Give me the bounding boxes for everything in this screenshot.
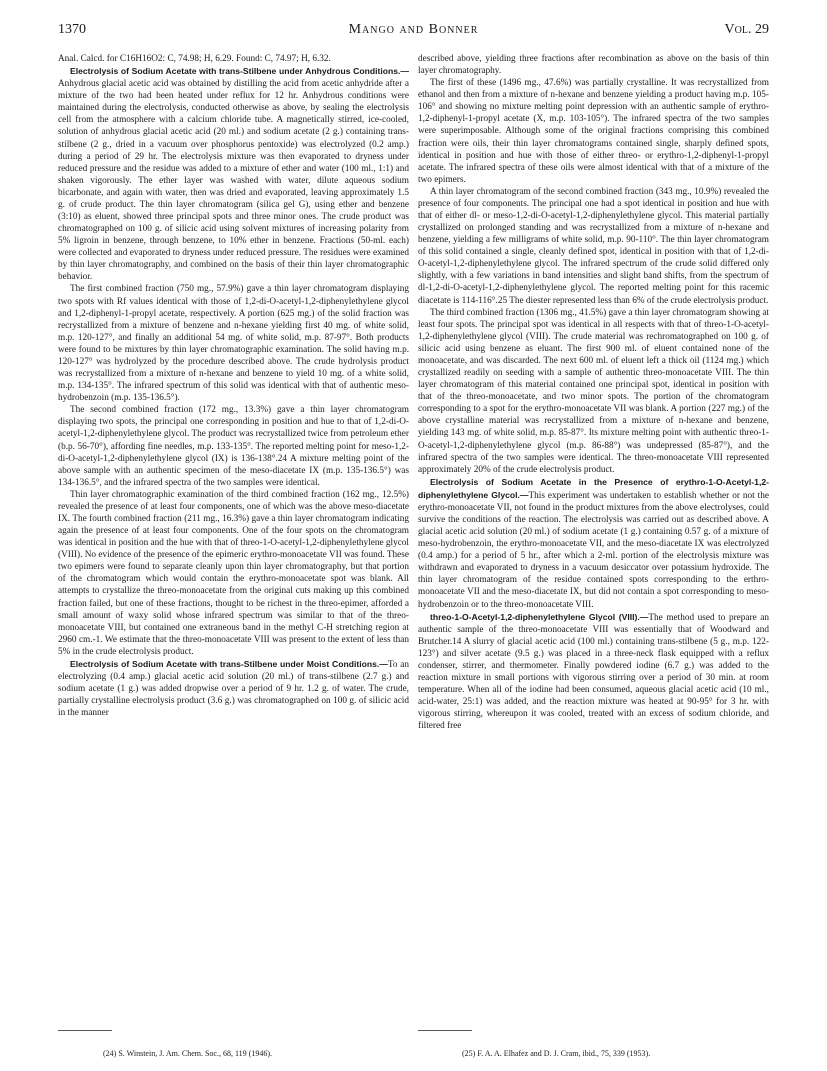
section-heading: Electrolysis of Sodium Acetate in the Presence of erythro-1-O-Acetyl-1,2-diphenylethylene Glycol.— [418, 476, 769, 500]
paragraph [418, 77, 769, 186]
paragraph [418, 186, 769, 307]
paragraph [418, 53, 769, 77]
section-heading: Electrolysis of Sodium Acetate with trans-Stilbene under Moist Conditions.— [70, 658, 388, 669]
paragraph [418, 611, 769, 733]
paragraph-text: This experiment was undertaken to establish whether or not the erythro-monoacetate VII, not found in the product mixtures from the above electrolyses, could survive the conditions of the reaction. The electrolysis was carried out as described above. A glacial acetic acid solution (20 ml.) of sodium acetate (1 g.) containing 0.57 g. of a mixture of meso-hydrobenzoin, the erythro-monoacetate VII, and the meso-diacetate IX was electrolyzed (0.4 amp.) for a period of 5 hr., after which a 2-ml. portion of the electrolysis mixture was withdrawn and evaporated to dryness in a vacuum desiccator over potassium hydroxide. The thin layer chromatogram of the residue contained spots corresponding to the erthro-monoacetate VII and the meso-diacetate IX, but did not contain a spot corresponding to meso-hydrobenzoin or to the threo-monoacetate VIII. [418, 490, 769, 610]
paragraph-text: Thin layer chromatographic examination of the third combined fraction (162 mg., 12.5%) revealed the presence of at least four components, one of which was the above meso-diacetate IX. The fourth combined fraction (211 mg., 16.3%) gave a thin layer chromatogram indicating again the presence of at least four components. One of the four spots on the chromatogram was identical in position and the hue with that of threo-1-O-acetyl-1,2-diphenylethylene glycol (VIII). No evidence of the presence of the epimeric erythro-monoacetate VII was found. These two epimers were found to separate cleanly upon thin layer chromatography, but that portion of the chromatogram which would contain the erythro-monoacetate spot was blank. All attempts to crystallize the threo-monoacetate from the original cuts making up this combined fraction failed, but one of these fractions, thought to be richest in the threo-epimer, afforded a small amount of waxy solid whose infrared spectrum was similar to that of the threo-monoacetate VIII, but contained one extraneous band in the methyl C-H stretching region at 2960 cm.-1. We estimate that the threo-monoacetate VIII was present to the extent of less than 5% in the crude electrolysis product. [58, 489, 409, 657]
footnote-rule [418, 1030, 472, 1031]
paragraph [58, 658, 409, 719]
right-column [418, 53, 769, 1021]
footnote-24: (24) S. Winstein, J. Am. Chem. Soc., 68, 119 (1946). [103, 1049, 273, 1058]
left-column [58, 53, 409, 1021]
footnote-25: (25) F. A. A. Elhafez and D. J. Cram, ibid., 75, 339 (1953). [462, 1049, 651, 1058]
paragraph-text: The first combined fraction (750 mg., 57.9%) gave a thin layer chromatogram displaying two spots with Rf values identical with those of 1,2-di-O-acetyl-1,2-diphenylethylene glycol and 1,2-diphenyl-1-propyl acetate, respectively. A portion (625 mg.) of the solid fraction was recrystallized from a mixture of benzene and n-hexane yielding first 40 mg. of white solid, m.p. 120-127°, and finally an additional 54 mg. of white solid, m.p. 87-97°. Both products were found to be mixtures by thin layer chromatographic examination. The solid having m.p. 120-127° was hydrolyzed by the procedure described above. The crude hydrolysis product was recrystallized from a mixture of n-hexane and benzene to yield 10 mg. of a white solid, m.p. 134-135°. The infrared spectrum of this solid was identical with that of authentic meso-hydrobenzoin (m.p. 135-136.5°). [58, 284, 409, 404]
volume-label: Vol. 29 [724, 22, 769, 37]
paragraph-text: Anhydrous glacial acetic acid was obtained by distilling the acid from acetic anhydride after a mixture of the two had been heated under reflux for 12 hr. Anhydrous conditions were maintained during the electrolysis, conducted otherwise as above, by sealing the electrolysis cell from the atmosphere with a calcium chloride tube. A magnetically stirred, ice-cooled, solution of anhydrous glacial acetic acid (20 ml.) and sodium acetate (2 g.) containing trans-stilbene (2 g., dried in a vacuum over phosphorus pentoxide) was electrolyzed (0.2 amp.) during a period of 29 hr. The electrolysis mixture was then evaporated to dryness under reduced pressure and the residue was added to a mixture of ether and water (100 ml., 1:1) and shaken vigorously. The ether layer was washed with water, dilute aqueous sodium bicarbonate, and again with water, then was dried and evaporated, leaving approximately 1.5 g. of crude product. The thin layer chromatogram (silica gel G), using ether and benzene (3:10) as eluent, showed three principal spots and three minor ones. The crude product was chromatographed on 100 g. of silicic acid using solvent mixtures of increasing polarity from 5% ligroin in benzene, through benzene, to 10% ether in benzene. Fractions (50-ml. each) were collected and evaporated to dryness under reduced pressure. The residues were examined by thin layer chromatography, and combined on the basis of their thin layer chromatographic behavior. [58, 79, 409, 283]
paragraph-text: A thin layer chromatogram of the second combined fraction (343 mg., 10.9%) revealed the presence of four components. The principal one had a spot identical in position and hue with that of either dl- or meso-1,2-di-O-acetyl-1,2-diphenylethylene glycol. This material partially crystallized on prolonged standing and was recrystallized from a mixture of n-hexane and benzene, yielding a few milligrams of white solid, m.p. 90-110°. The thin layer chromatogram of this solid contained a single, cleanly defined spot, identical in position with that of 1,2-di-O-acetyl-1,2-diphenylethylene glycol. The infrared spectrum of the crude solid differed only slightly, with a few variations in band intensities and slight band shifts, from the spectrum of dl-1,2-di-O-acetyl-1,2-diphenylethylene glycol. The reported melting point for this racemic diacetate is 114-116°.25 The diester represented less than 6% of the crude electrolysis product. [418, 186, 769, 306]
paragraph-text: Anal. Calcd. for C16H16O2: C, 74.98; H, 6.29. Found: C, 74.97; H, 6.32. [58, 54, 331, 64]
paragraph-text: The method used to prepare an authentic sample of the threo-monoacetate VIII was essentially that of Woodward and Brutcher.14 A slurry of glacial acetic acid (100 ml.) containing trans-stilbene (5 g., m.p. 122-123°) and silver acetate (9.5 g.) was placed in a three-neck flask equipped with a reflux condenser, stirrer, and thermometer. Finally powdered iodine (6.7 g.) was added to the reaction mixture in small portions with vigorous stirring over a period of 30 min. at room temperature. When all of the iodine had been consumed, aqueous glacial acetic acid (10 ml., acid-water, 25:1) was added, and the reaction mixture was heated at 90-95° for 3 hr. with vigorous stirring, whereupon it was cooled, treated with an excess of sodium chloride, and filtered free [418, 612, 769, 732]
paragraph [58, 65, 409, 283]
running-title: Mango and Bonner [348, 22, 479, 37]
paragraph [58, 404, 409, 489]
paragraph [58, 53, 409, 65]
paragraph-text: described above, yielding three fractions after recombination as above on the basis of thin layer chromatography. [418, 54, 769, 77]
running-header [58, 22, 769, 40]
paragraph-text: The first of these (1496 mg., 47.6%) was partially crystalline. It was recrystallized from ethanol and then from a mixture of n-hexane and benzene yielding a product having m.p. 105-106° and showing no mixture melting point depression with an authentic sample of erythro-1,2-diphenyl-1-propyl acetate (X, m.p. 103-105°). The infrared spectra of the two samples were superimposable. Although some of the original fractions comprising this combined fraction were oils, their thin layer chromatograms contained single, sharply defined spots, identical in position and hue with those of either threo- or erythro-1,2-diphenyl-1-propyl acetate. The infrared spectra of these oils were almost identical with that of a mixture of the two epimers. [418, 78, 769, 185]
paragraph [58, 489, 409, 658]
paragraph [58, 283, 409, 404]
footnote-rule [58, 1030, 112, 1031]
paragraph [418, 307, 769, 476]
paragraph [418, 476, 769, 611]
section-heading: Electrolysis of Sodium Acetate with trans-Stilbene under Anhydrous Conditions.— [70, 66, 409, 77]
page-number: 1370 [58, 22, 86, 37]
paragraph-text: The second combined fraction (172 mg., 13.3%) gave a thin layer chromatogram displaying two spots, the principal one corresponding in position and hue to that of 1,2-di-O-acetyl-1,2-diphenylethylene glycol. The product was recrystallized twice from petroleum ether (b.p. 56-70°), affording fine needles, m.p. 133-135°. The reported melting point for meso-1,2-di-O-acetyl-1,2-diphenylethylene glycol (IX) is 136-138°.24 A mixture melting point of the above sample with an authentic specimen of the meso-diacetate IX (m.p. 135-136.5°) was 134-136.5°, and the infrared spectra of the two samples were identical. [58, 405, 409, 488]
paragraph-text: To an electrolyzing (0.4 amp.) glacial acetic acid solution (20 ml.) of trans-stilbene (2.7 g.) and sodium acetate (1 g.) was added dropwise over a period of 9 hr. 1.2 g. of water. The crude, partially crystalline electrolysis product (3.6 g.) was chromatographed on 100 g. of silicic acid in the manner [58, 659, 409, 719]
paragraph-text: The third combined fraction (1306 mg., 41.5%) gave a thin layer chromatogram showing at least four spots. The principal spot was identical in all respects with that of threo-1-O-acetyl-1,2-diphenylethylene glycol (VIII). The crude material was rechromatographed on 100 g. of silicic acid using benzene as eluant. The first 900 ml. of eluent contained none of the monoacetate, and was discarded. The next 600 ml. of eluent left a thick oil (1124 mg.) which crystallized readily on seeding with a sample of authentic threo-monoacetate VIII. The thin layer chromatogram of this material contained one principal spot, identical in position with that of the threo-monoacetate, and two minor spots. The portion of the chromatogram corresponding to a spot for the erythro-monoacetate VII was blank. A portion (227 mg.) of the above crystalline material was recrystallized from a mixture of n-hexane and benzene, yielding 143 mg. of white solid, m.p. 85-87°. Its mixture melting point with authentic threo-1-O-acetyl-1,2-diphenylethylene glycol (m.p. 86-88°) was undepressed (85-87°), and the infrared spectra of the two samples were identical. The threo-monoacetate VIII represented approximately 20% of the crude electrolysis product. [418, 307, 769, 475]
section-heading: threo-1-O-Acetyl-1,2-diphenylethylene Glycol (VIII).— [430, 611, 649, 622]
